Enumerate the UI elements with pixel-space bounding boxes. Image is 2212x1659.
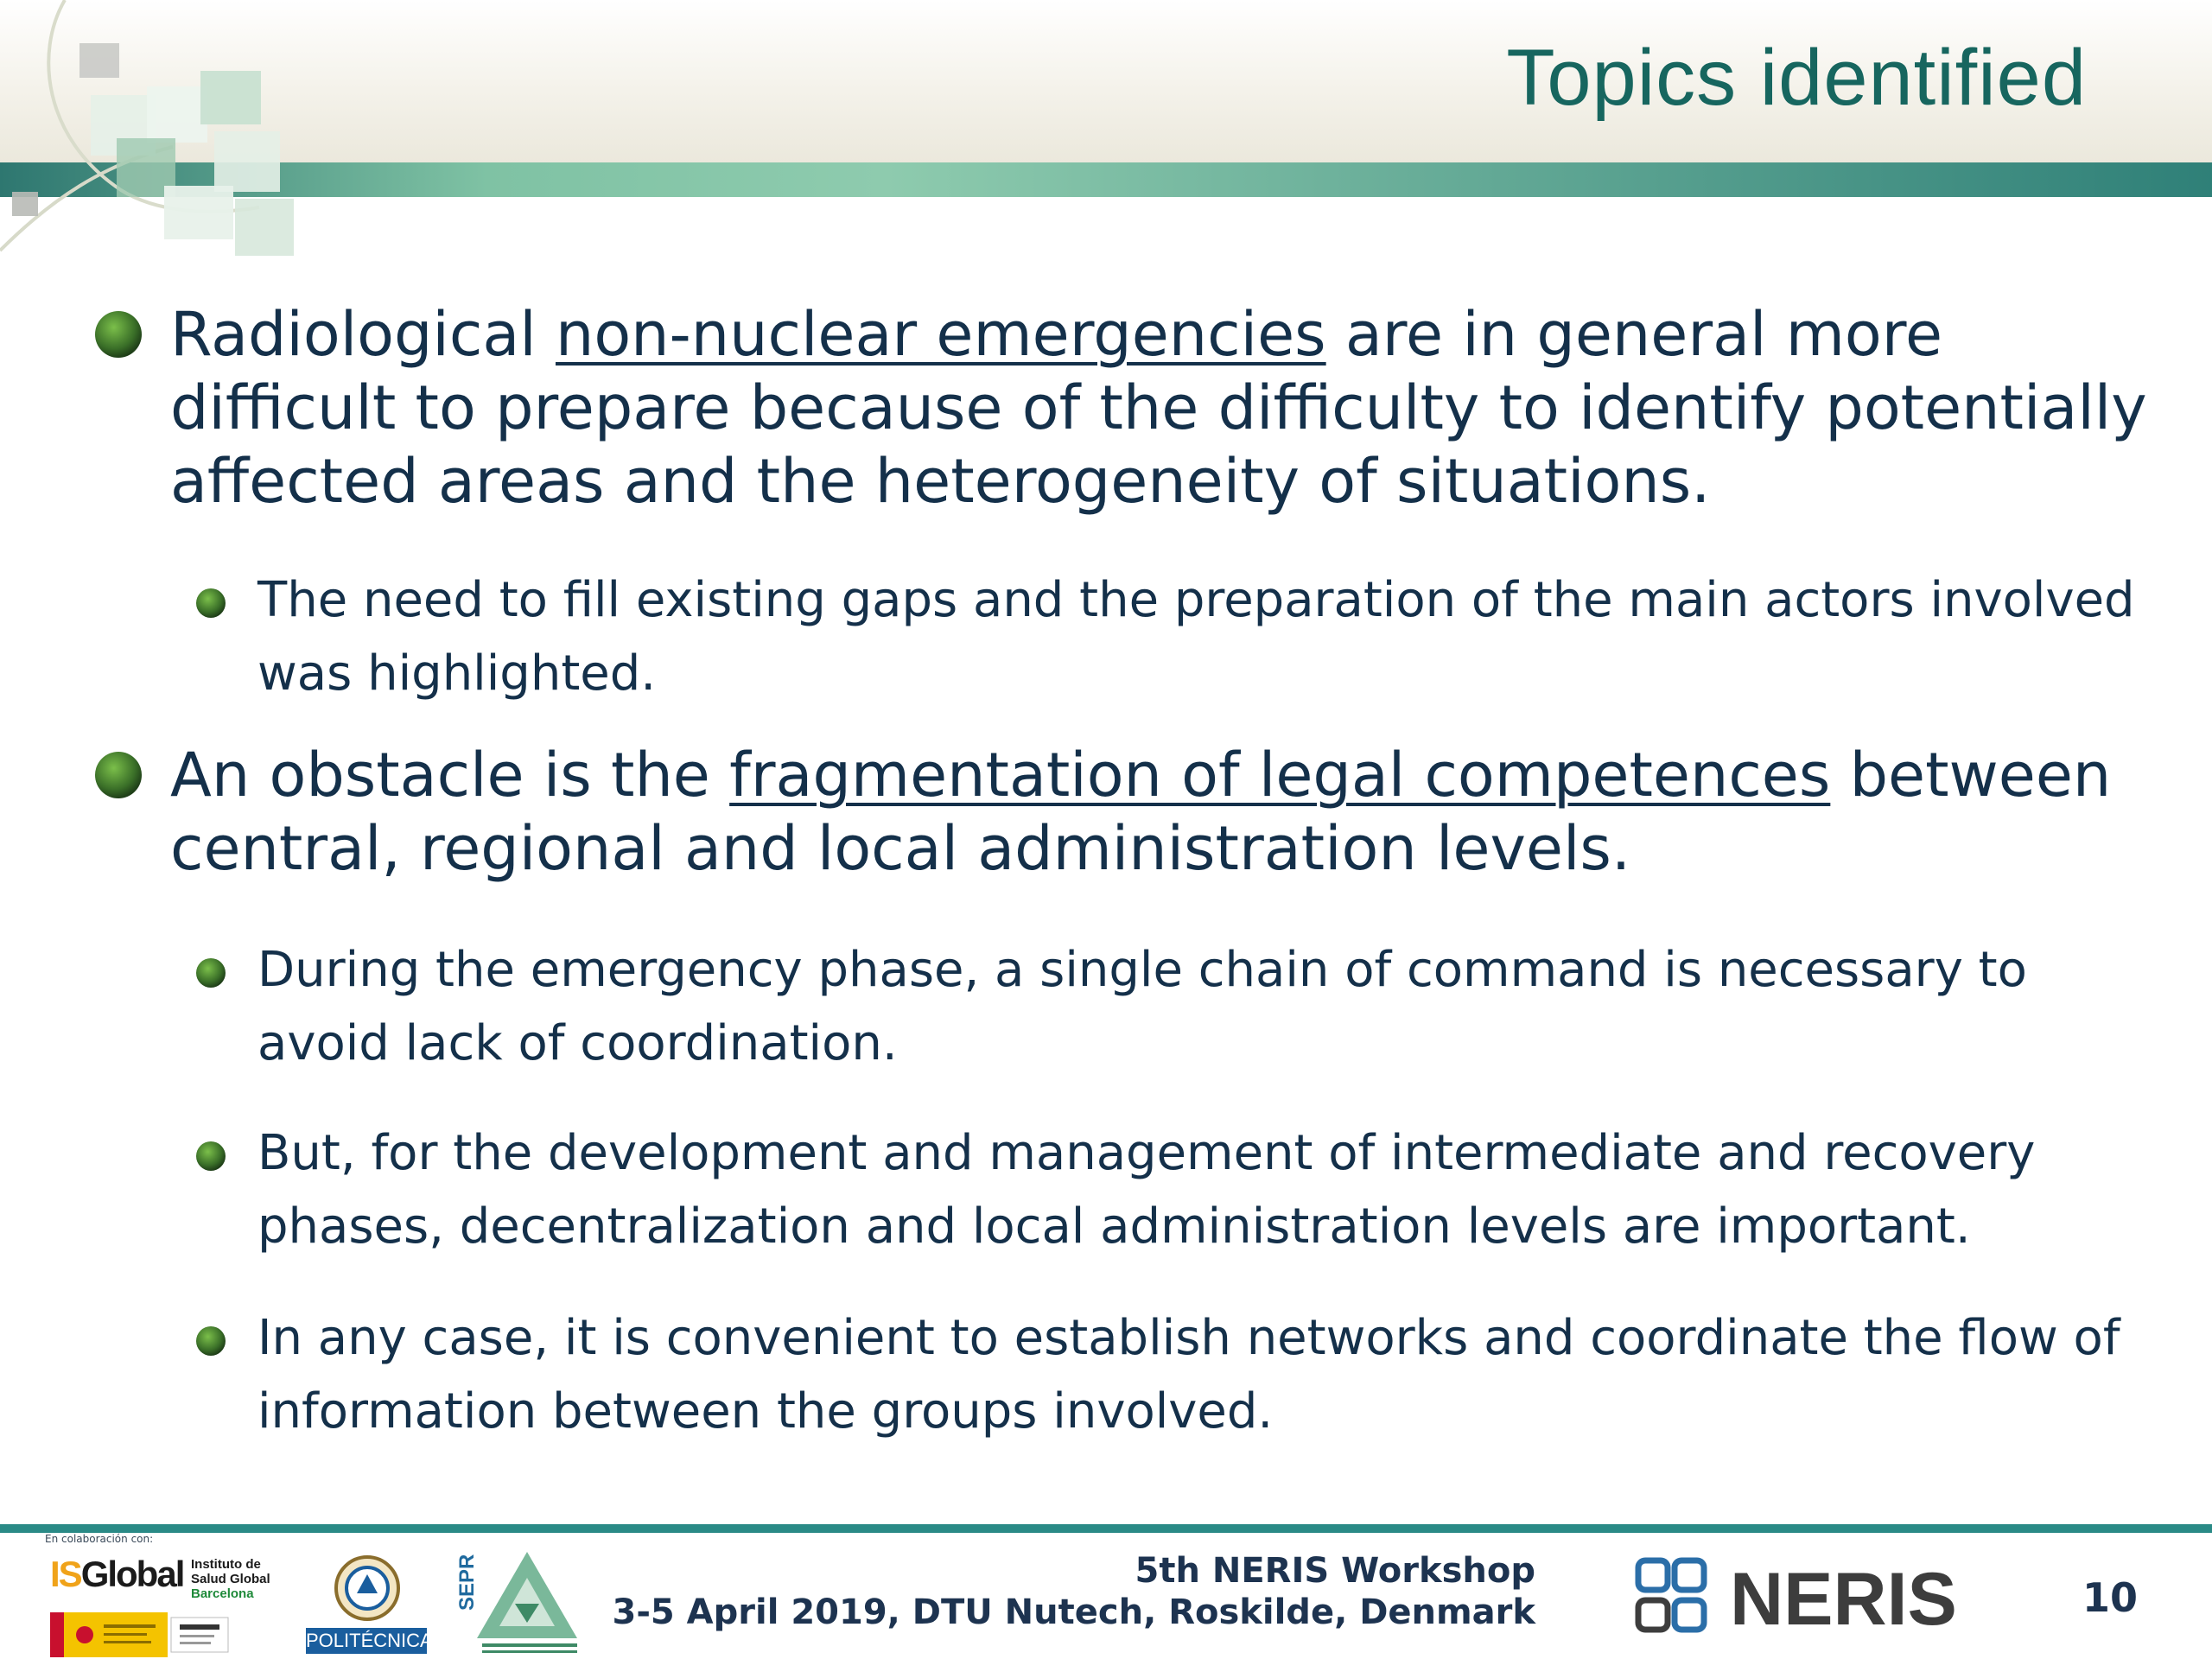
isglobal-is: IS bbox=[50, 1554, 81, 1594]
bullet-2-text: The need to fill existing gaps and the preparation of the main actors involved was highlighted. bbox=[257, 572, 2135, 702]
bullet-3-text bbox=[170, 739, 2175, 886]
bullet-3-part-3: between central, regional and local administration levels. bbox=[170, 740, 2112, 884]
bullet-icon bbox=[93, 750, 143, 800]
bullet-6-text: In any case, it is convenient to establish networks and coordinate the flow of information between the groups involved. bbox=[257, 1310, 2120, 1440]
workshop-info bbox=[612, 1550, 1535, 1633]
bullet-3-part-2: fragmentation of legal competences bbox=[729, 740, 1831, 810]
isglobal-sub-2: Salud Global bbox=[191, 1572, 270, 1586]
workshop-title: 5th NERIS Workshop bbox=[1135, 1551, 1535, 1591]
bullet-1-part-1: Radiological bbox=[170, 299, 556, 370]
neris-wordmark: NERIS bbox=[1730, 1558, 1957, 1641]
isglobal-global: Global bbox=[80, 1554, 184, 1594]
bullet-1-part-3: are in general more difficult to prepare because of the difficulty to identify potentially affected areas and the heterogeneity of situations. bbox=[170, 299, 2147, 517]
bullet-5-text: But, for the development and management of intermediate and recovery phases, decentralization and local administration levels are important. bbox=[257, 1125, 2036, 1255]
footer-divider bbox=[0, 1524, 2212, 1533]
sub-bullet-icon bbox=[195, 957, 226, 988]
sepr-label: SEPR bbox=[455, 1554, 479, 1611]
upm-logo: POLITÉCNICA bbox=[306, 1628, 427, 1654]
isglobal-sub-1: Instituto de bbox=[191, 1557, 261, 1572]
sub-bullet-icon bbox=[195, 1141, 226, 1172]
ministry-logos bbox=[50, 1612, 232, 1657]
page-number: 10 bbox=[2082, 1574, 2139, 1621]
isglobal-logo bbox=[50, 1554, 309, 1605]
isglobal-sub-3: Barcelona bbox=[191, 1586, 254, 1601]
sepr-logo bbox=[455, 1543, 588, 1656]
workshop-dates-location: 3-5 April 2019, DTU Nutech, Roskilde, Denmark bbox=[612, 1592, 1535, 1632]
collaboration-label: En colaboración con: bbox=[45, 1533, 154, 1545]
sub-bullet-icon bbox=[195, 588, 226, 619]
neris-logo bbox=[1633, 1555, 1970, 1641]
slide-title: Topics identified bbox=[1506, 34, 2087, 122]
university-seal bbox=[333, 1552, 402, 1624]
sub-bullet-icon bbox=[195, 1325, 226, 1357]
bullet-1-part-2: non-nuclear emergencies bbox=[555, 299, 1326, 370]
bullet-icon bbox=[93, 309, 143, 359]
bullet-3-part-1: An obstacle is the bbox=[170, 740, 730, 810]
bullet-4-text: During the emergency phase, a single chain of command is necessary to avoid lack of coordination. bbox=[257, 942, 2027, 1071]
bullet-1-text bbox=[170, 298, 2175, 518]
